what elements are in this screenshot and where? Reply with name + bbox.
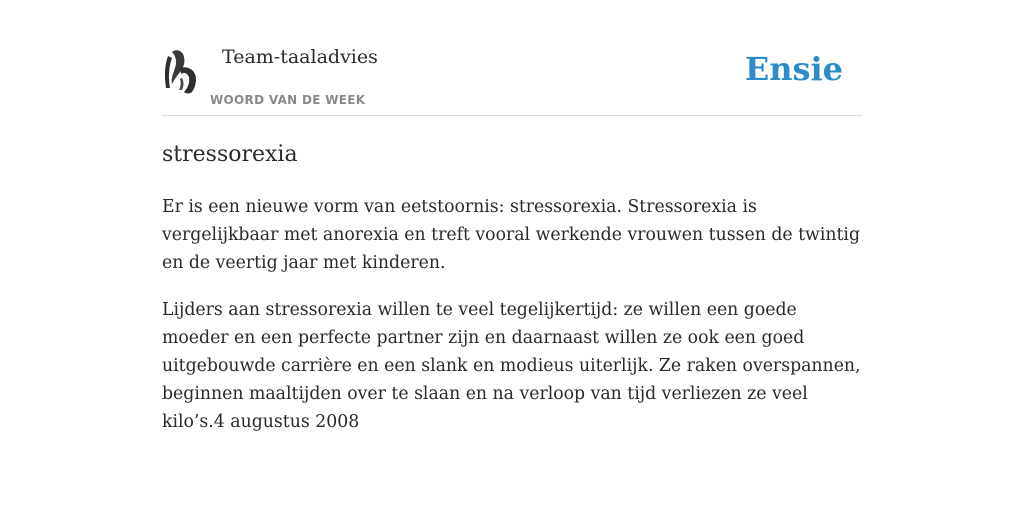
author-name[interactable]: Team-taaladvies bbox=[222, 46, 378, 68]
word-card bbox=[162, 40, 862, 436]
definition-paragraph: Er is een nieuwe vorm van eetstoornis: stressorexia. Stressorexia is vergelijkbaar met anorexia en treft vooral werkende vrouwen tussen de twintig en de veertig jaar met kinderen. bbox=[162, 197, 861, 273]
brand-logo[interactable]: Ensie bbox=[744, 50, 843, 88]
word-title: stressorexia bbox=[162, 142, 298, 167]
publish-date: 4 augustus 2008 bbox=[213, 412, 360, 432]
paragraph-text: Lijders aan stressorexia willen te veel tegelijkertijd: ze willen een goede moeder en een perfecte partner zijn en daarnaast willen ze ook een goed uitgebouwde carrière en een slank en modieus uiterlijk. Ze raken overspannen, beginnen maaltijden over te slaan en na verloop van tijd verliezen ze veel kilo’s. bbox=[162, 300, 861, 432]
stylized-lion-logo-icon bbox=[162, 48, 198, 96]
section-kicker: WOORD VAN DE WEEK bbox=[210, 93, 366, 107]
definition-paragraph bbox=[162, 296, 862, 436]
card-header bbox=[162, 40, 862, 116]
